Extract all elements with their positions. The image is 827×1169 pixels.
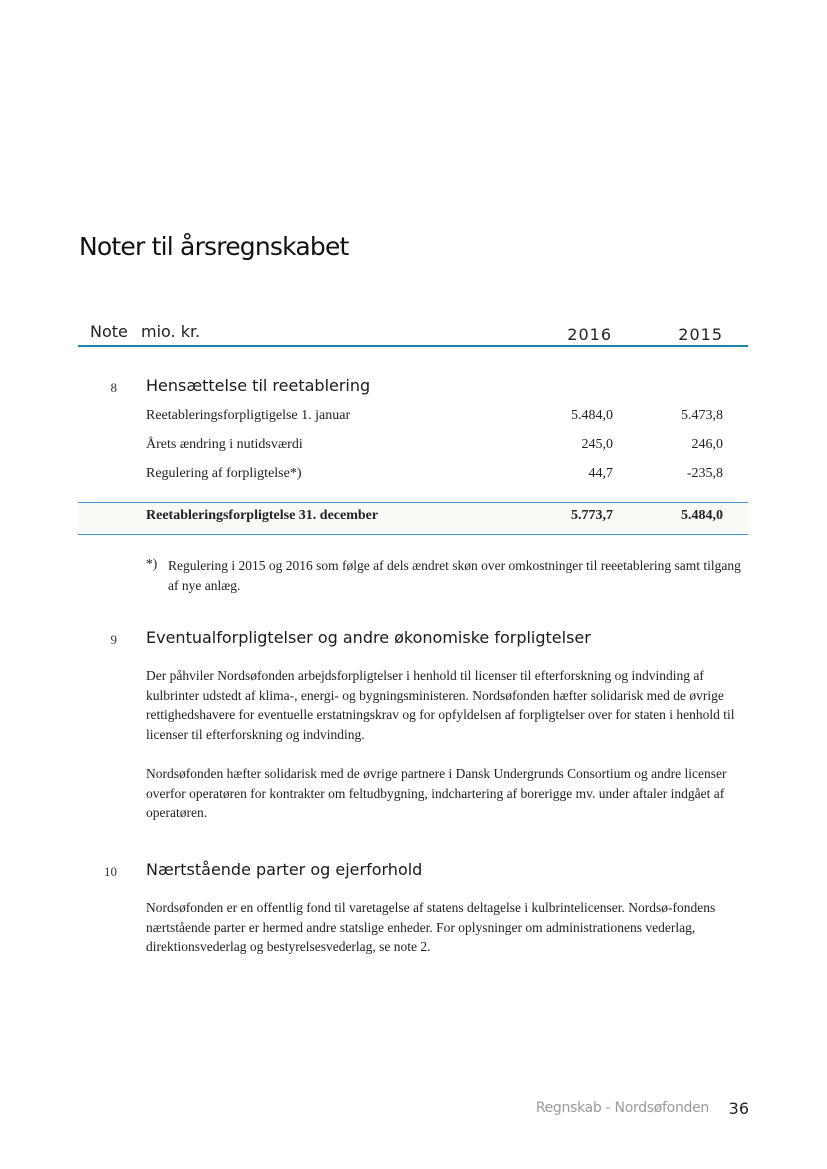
- note-9-title: Eventualforpligtelser og andre økonomiske forpligtelser: [146, 628, 591, 647]
- note-10-paragraph: Nordsøfonden er en offentlig fond til varetagelse af statens deltagelse i kulbrintelicenser. Nordsø-fondens nærtstående parter er hermed andre statslige enheder. For oplysninger om administrationens vederlag, direktionsvederlag og bestyrelsesvederlag, se note 2.: [146, 900, 716, 954]
- note-column-header: Note: [90, 322, 128, 341]
- page-number: 36: [728, 1099, 749, 1118]
- footnote-text: Regulering i 2015 og 2016 som følge af dels ændret skøn over omkostninger til reeetablering samt tilgang af nye anlæg.: [168, 558, 741, 593]
- note-10-number: 10: [104, 864, 117, 879]
- table-cell-2016: 5.484,0: [571, 408, 613, 423]
- total-row-label: Reetableringsforpligtelse 31. december: [146, 508, 379, 523]
- table-cell-2015: 5.473,8: [681, 408, 723, 423]
- note-8-title: Hensættelse til reetablering: [146, 376, 371, 395]
- unit-column-header: mio. kr.: [141, 322, 201, 341]
- note-8-number: 8: [110, 380, 117, 395]
- total-cell-2015: 5.484,0: [681, 508, 723, 523]
- note-9-paragraph: Der påhviler Nordsøfonden arbejdsforpligtelser i henhold til licenser til efterforskning og indvinding af kulbrinter udstedt af klima-, energi- og bygningsministeren. Nordsøfonden hæfter solidarisk med de øvrige rettighedshavere for eventuelle erstatningskrav og for opfyldelsen af forpligtelser over for staten i henhold til licenser til efterforskning og indvinding.: [146, 668, 735, 742]
- table-cell-2015: -235,8: [686, 466, 723, 481]
- table-cell-2016: 44,7: [588, 466, 613, 481]
- table-cell-2016: 245,0: [581, 437, 613, 452]
- table-row-label: Reetableringsforpligtigelse 1. januar: [146, 408, 351, 423]
- note-9-paragraph: Nordsøfonden hæfter solidarisk med de øvrige partnere i Dansk Undergrunds Consortium og andre licenser overfor operatøren for kontrakter om feltudbygning, indchartering af borerigge mv. under aftaler indgået af operatøren.: [146, 766, 727, 820]
- year-2015-header: 2015: [678, 325, 723, 344]
- total-cell-2016: 5.773,7: [571, 508, 613, 523]
- page-title: Noter til årsregnskabet: [79, 232, 349, 261]
- header-divider: [78, 345, 748, 347]
- table-cell-2015: 246,0: [691, 437, 723, 452]
- note-9-number: 9: [110, 632, 117, 647]
- footer-document-name: Regnskab - Nordsøfonden: [535, 1100, 709, 1116]
- footnote-marker: *): [146, 556, 158, 571]
- table-row-label: Årets ændring i nutidsværdi: [146, 437, 303, 452]
- year-2016-header: 2016: [567, 325, 612, 344]
- note-10-title: Nærtstående parter og ejerforhold: [146, 860, 423, 879]
- table-row-label: Regulering af forpligtelse*): [146, 466, 302, 481]
